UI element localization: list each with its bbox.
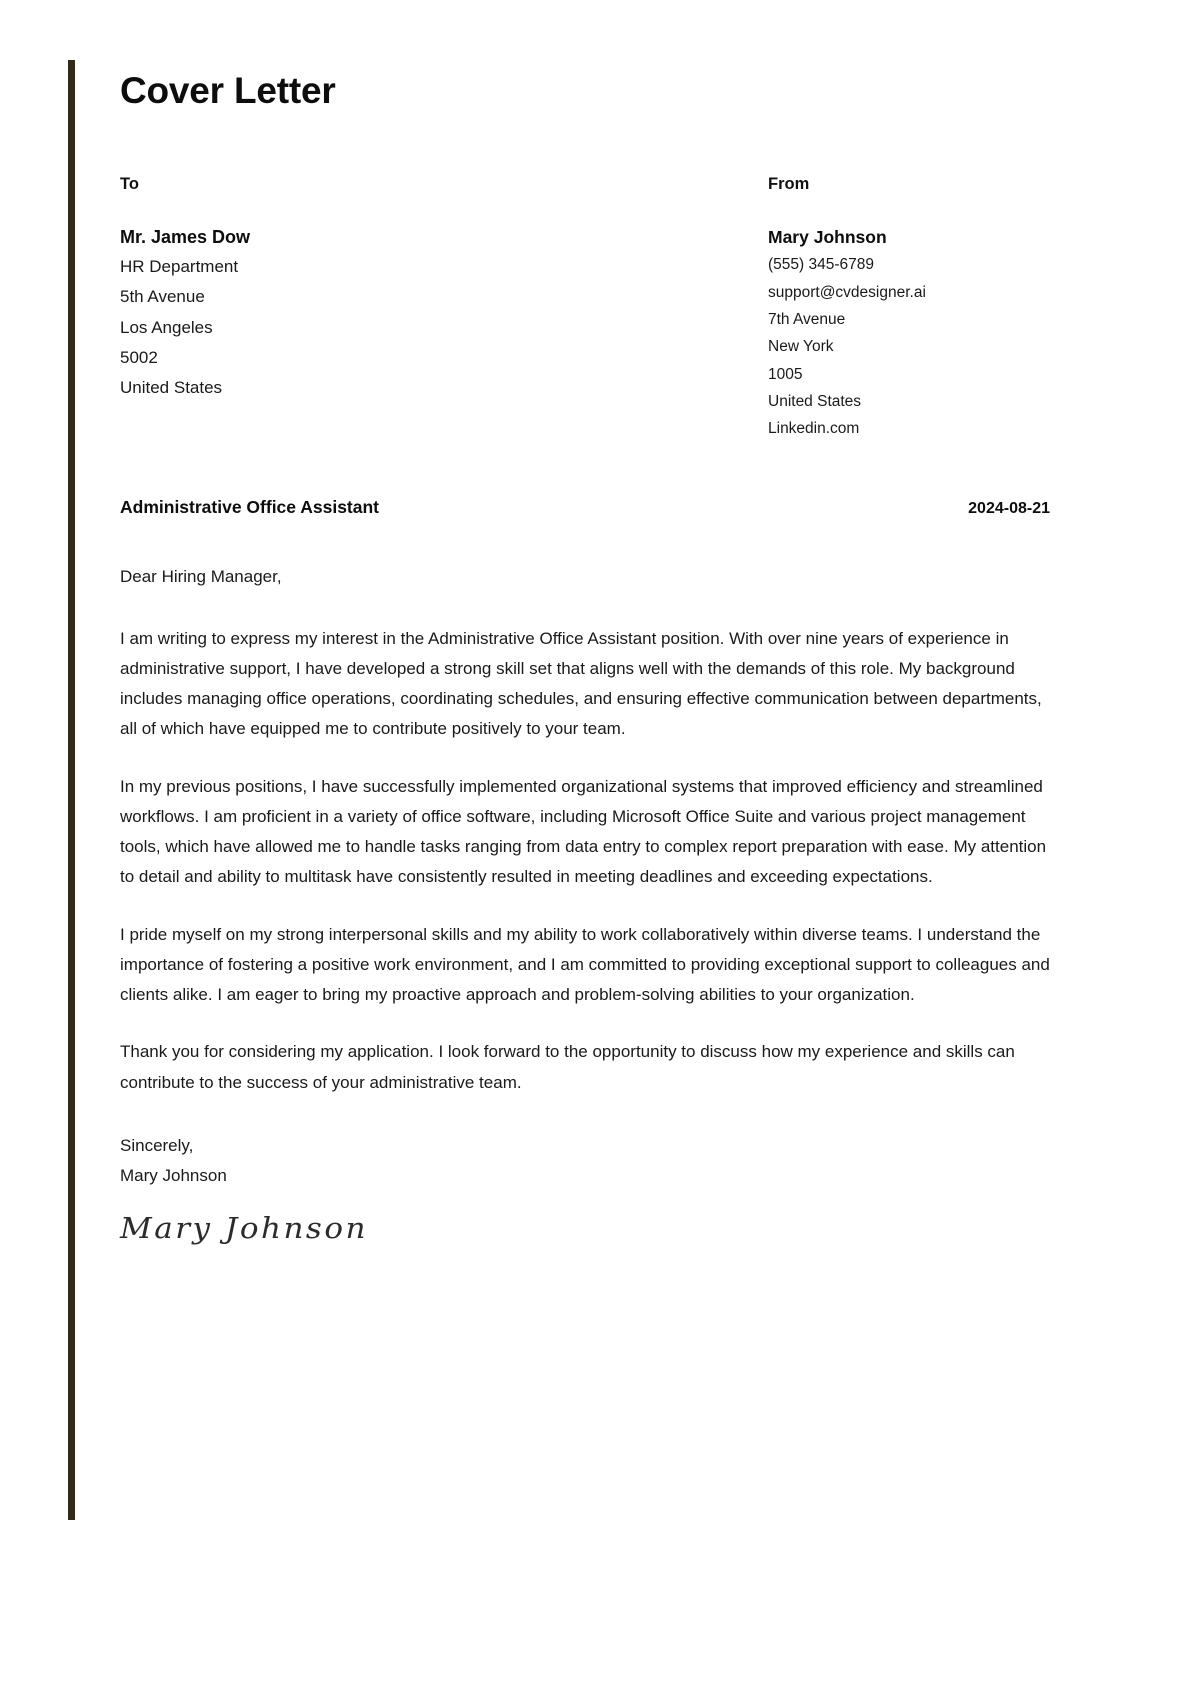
recipient-line: HR Department	[120, 257, 239, 277]
sender-column	[768, 175, 1050, 443]
sender-line: New York	[768, 338, 834, 356]
body-paragraph: I pride myself on my strong interpersonal skills and my ability to work collaboratively within diverse teams. I understand the importance of fostering a positive work environment, and I am committed to providing exceptional support to colleagues and clients alike. I am eager to bring my proactive approach and problem-solving abilities to your organization.	[120, 924, 1050, 1005]
recipient-name: Mr. James Dow	[120, 227, 251, 248]
signature: Mary Johnson	[120, 1212, 368, 1246]
recipient-column	[120, 175, 768, 443]
recipient-line: United States	[120, 378, 223, 398]
position-title: Administrative Office Assistant	[120, 497, 380, 518]
sender-line: United States	[768, 392, 862, 410]
sender-phone: (555) 345-6789	[768, 256, 874, 274]
sender-heading: From	[768, 174, 810, 193]
sender-website: Linkedin.com	[768, 420, 860, 438]
sender-name: Mary Johnson	[768, 227, 887, 248]
body-paragraph: I am writing to express my interest in the Administrative Office Assistant position. With over nine years of experience in administrative support, I have developed a strong skill set that aligns well with the demands of this role. My background includes managing office operations, coordinating schedules, and ensuring effective communication between departments, all of which have equipped me to contribute positively to your team.	[120, 628, 1042, 739]
address-block	[120, 175, 1050, 443]
left-accent-bar	[68, 60, 75, 1520]
recipient-line: 5th Avenue	[120, 287, 205, 307]
closing-salutation: Sincerely,	[120, 1135, 194, 1155]
letter-date: 2024-08-21	[968, 500, 1050, 518]
closing-name: Mary Johnson	[120, 1166, 227, 1186]
closing-block	[120, 1131, 1050, 1192]
sender-line: 7th Avenue	[768, 311, 846, 328]
salutation: Dear Hiring Manager,	[120, 566, 282, 586]
recipient-heading: To	[120, 174, 139, 193]
letter-content	[120, 60, 1050, 1248]
recipient-line: 5002	[120, 347, 158, 367]
page-title: Cover Letter	[120, 70, 336, 111]
body-paragraph: In my previous positions, I have successfully implemented organizational systems that improved efficiency and streamlined workflows. I am proficient in a variety of office software, including Microsoft Office Suite and various project management tools, which have allowed me to handle tasks ranging from data entry to complex report preparation with ease. My attention to detail and ability to multitask have consistently resulted in meeting deadlines and exceeding expectations.	[120, 776, 1047, 887]
body-paragraph: Thank you for considering my application. I look forward to the opportunity to discuss how my experience and skills can contribute to the success of your administrative team.	[120, 1042, 1015, 1092]
sender-line: 1005	[768, 365, 803, 383]
subject-row	[120, 497, 1050, 518]
sender-email: support@cvdesigner.ai	[768, 283, 926, 301]
letter-body	[120, 563, 1050, 1248]
recipient-line: Los Angeles	[120, 317, 213, 337]
